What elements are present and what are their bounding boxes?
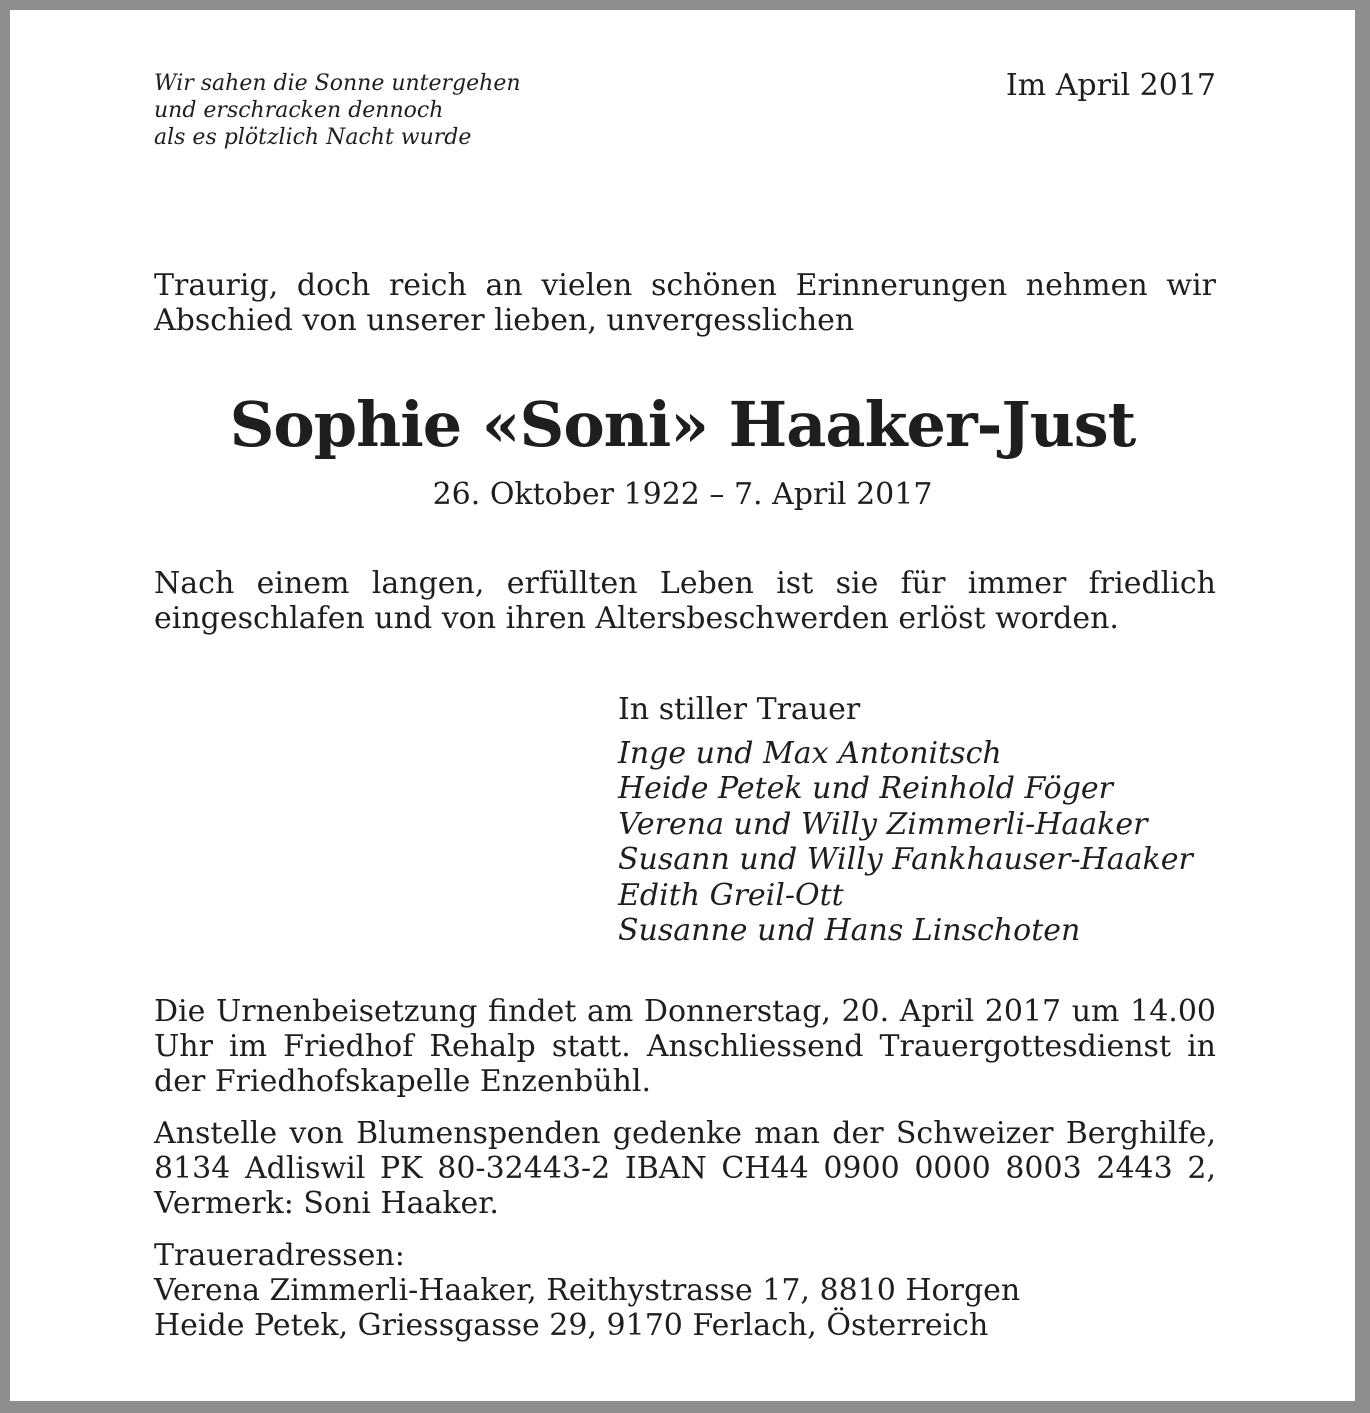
donation-text: Anstelle von Blumenspenden gedenke man der Schweizer Berghilfe, 8134 Adliswil PK 80-32443-2 IBAN CH44 0900 0000 8003 2443 2, Vermerk: Soni Haaker.: [154, 1116, 1216, 1221]
motto-verse: [154, 70, 521, 151]
mourner-name: Verena und Willy Zimmerli-Haaker: [618, 806, 1148, 842]
mourners-heading: In stiller Trauer: [618, 692, 861, 727]
motto-line: und erschracken dennoch: [154, 98, 444, 123]
mourner-name: Inge und Max Antonitsch: [618, 735, 1002, 771]
address-line: Heide Petek, Griessgasse 29, 9170 Ferlach, Österreich: [154, 1308, 989, 1343]
mourner-name: Susann und Willy Fankhauser-Haaker: [618, 842, 1193, 877]
passing-text: Nach einem langen, erfüllten Leben ist sie für immer friedlich eingeschlafen und von ihren Altersbeschwerden erlöst worden.: [154, 566, 1216, 636]
deceased-name: Sophie «Soni» Haaker-Just: [229, 388, 1136, 461]
life-dates: 26. Oktober 1922 – 7. April 2017: [432, 477, 933, 512]
announcement-date: Im April 2017: [1005, 68, 1216, 103]
addresses-heading: Traueradressen:: [154, 1238, 405, 1273]
mourner-name: Heide Petek und Reinhold Föger: [618, 771, 1114, 806]
obituary-page: [10, 10, 1355, 1401]
burial-text: Die Urnenbeisetzung findet am Donnerstag, 20. April 2017 um 14.00 Uhr im Friedhof Rehalp statt. Anschliessend Trauergottesdienst in der Friedhofskapelle Enzenbühl.: [154, 994, 1216, 1099]
motto-line: Wir sahen die Sonne untergehen: [154, 71, 521, 96]
mourner-name: Edith Greil-Ott: [618, 877, 844, 913]
mourning-addresses: [154, 1238, 1020, 1343]
motto-line: als es plötzlich Nacht wurde: [154, 125, 472, 150]
mourners-list: [618, 692, 1193, 949]
intro-text: Traurig, doch reich an vielen schönen Erinnerungen nehmen wir Abschied von unserer lieben, unvergesslichen: [154, 268, 1216, 338]
mourner-name: Susanne und Hans Linschoten: [618, 913, 1081, 948]
address-line: Verena Zimmerli-Haaker, Reithystrasse 17, 8810 Horgen: [154, 1273, 1021, 1308]
